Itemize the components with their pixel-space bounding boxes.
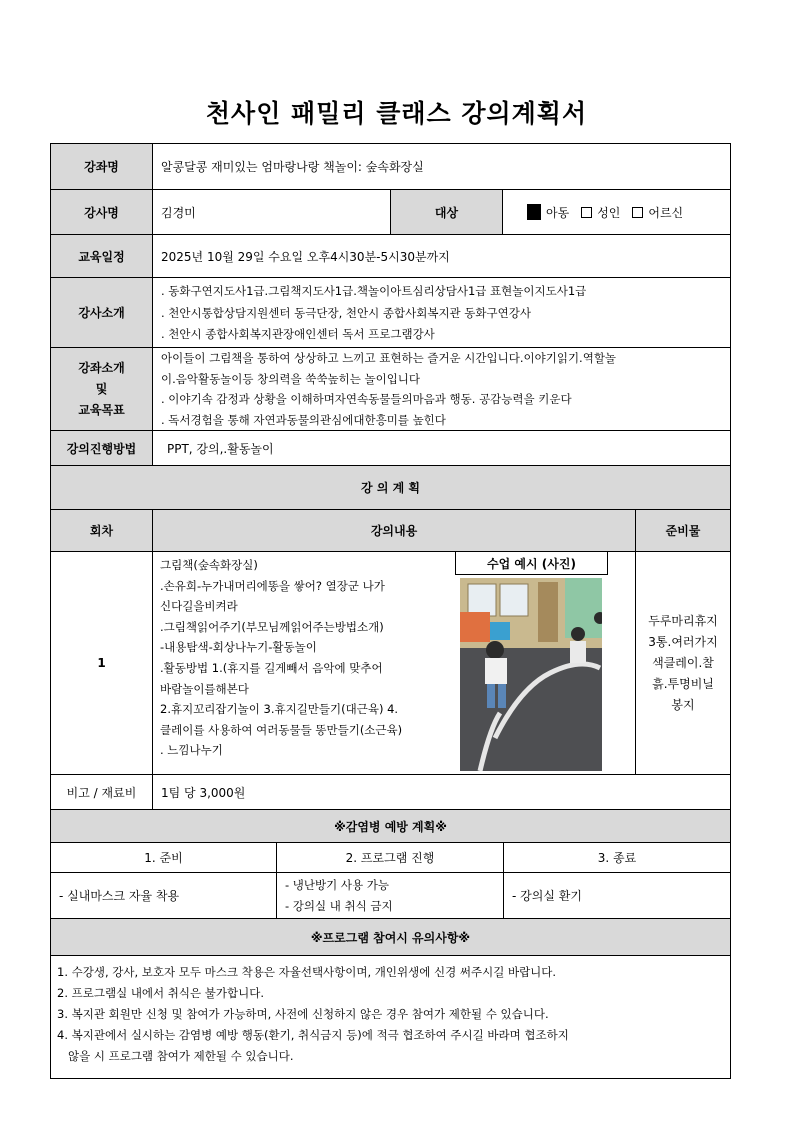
prevention-progress-text: - 냉난방기 사용 가능 - 강의실 내 취식 금지 [276,872,504,919]
intro-label: 강사소개 [50,277,153,348]
prevention-col-progress: 2. 프로그램 진행 [276,842,504,873]
note-line: 않을 시 프로그램 참여가 제한될 수 있습니다. [57,1049,294,1063]
col-materials: 준비물 [635,509,731,552]
class-photo [460,578,602,771]
note-line: 3. 복지관 회원만 신청 및 참여가 가능하며, 사전에 신청하지 않은 경우 참여가 제한될 수 있습니다. [57,1007,549,1021]
course-value: 알콩달콩 재미있는 엄마랑나랑 책놀이: 숲속화장실 [152,143,731,190]
session-content: 그림책(숲속화장실) .손유희-누가내머리에똥을 쌓어? 열장군 나가 신다길을비켜라 .그림책읽어주기(부모님께읽어주는방법소개) -내용탐색-회상나누기-활동놀이 .활동방법 1.(휴지를 길게빼서 음악에 맞추어 바람놀이를해본다 2.휴지꼬리잡기놀이 3.휴지길만들기(대근육) 4. 클레이를 사용하여 여러동물들 똥만들기(소근육) . 느낌나누기 [160,558,403,758]
notes-list [50,955,731,1079]
schedule-value: 2025년 10월 29일 수요일 오후4시30분-5시30분까지 [152,234,731,278]
goals-lines [152,347,731,431]
session-number: 1 [50,551,153,775]
col-session: 회차 [50,509,153,552]
prevention-col-end: 3. 종료 [503,842,731,873]
instructor-value: 김경미 [152,189,391,235]
goals-line: 이.음악활동놀이등 창의력을 쑥쑥높히는 놀이입니다 [161,371,421,386]
note-line: 2. 프로그램실 내에서 취식은 불가합니다. [57,986,264,1000]
intro-line: . 동화구연지도사1급.그림책지도사1급.책놀이아트심리상담사1급 표현놀이지도사1급 [161,284,587,298]
prevention-title: ※감염병 예방 계획※ [50,809,731,843]
goals-line: 아이들이 그림책을 통하여 상상하고 느끼고 표현하는 즐거운 시간입니다.이야기읽기.역할놀 [161,351,617,365]
intro-line: . 천안시 종합사회복지관장애인센터 독서 프로그램강사 [161,327,435,341]
intro-line: . 천안시통합상담지원센터 동극단장, 천안시 종합사회복지관 동화구연강사 [161,305,531,320]
unchecked-box-icon [632,207,643,218]
target-options [502,189,731,235]
checked-box-icon [527,204,541,220]
unchecked-box-icon [581,207,592,218]
course-label: 강좌명 [50,143,153,190]
prevention-end-text: - 강의실 환기 [503,872,731,919]
target-option-senior: 어르신 [632,204,683,221]
fee-label: 비고 / 재료비 [50,774,153,810]
instructor-label: 강사명 [50,189,153,235]
photo-caption: 수업 예시 (사진) [455,551,608,575]
prevention-prepare-text: - 실내마스크 자율 착용 [50,872,277,919]
session-materials: 두루마리휴지 3통.여러가지 색클레이.찰 흙.투명비닐 봉지 [635,551,731,775]
schedule-label: 교육일정 [50,234,153,278]
target-option-adult: 성인 [581,204,620,221]
prevention-col-prepare: 1. 준비 [50,842,277,873]
intro-lines [152,277,731,348]
method-value: PPT, 강의,.활동놀이 [152,430,731,466]
note-line: 1. 수강생, 강사, 보호자 모두 마스크 착용은 자율선택사항이며, 개인위생에 신경 써주시길 바랍니다. [57,965,557,979]
document-title: 천사인 패밀리 클래스 강의계획서 [205,99,588,128]
notes-title: ※프로그램 참여시 유의사항※ [50,918,731,956]
col-content: 강의내용 [152,509,636,552]
plan-header: 강 의 계 획 [50,465,731,510]
target-label: 대상 [390,189,503,235]
note-line: 4. 복지관에서 실시하는 감염병 예방 행동(환기, 취식금지 등)에 적극 협조하여 주시길 바라며 협조하지 [57,1028,569,1042]
target-option-child: 아동 [527,204,569,221]
goals-label: 강좌소개 및 교육목표 [50,347,153,431]
goals-line: . 이야기속 감정과 상황을 이해하며자연속동물들의마음과 행동. 공감능력을 키운다 [161,392,572,406]
fee-value: 1팀 당 3,000원 [152,774,731,810]
method-label: 강의진행방법 [50,430,153,466]
goals-line: . 독서경험을 통해 자연과동물의관심에대한흥미를 높힌다 [161,412,446,427]
